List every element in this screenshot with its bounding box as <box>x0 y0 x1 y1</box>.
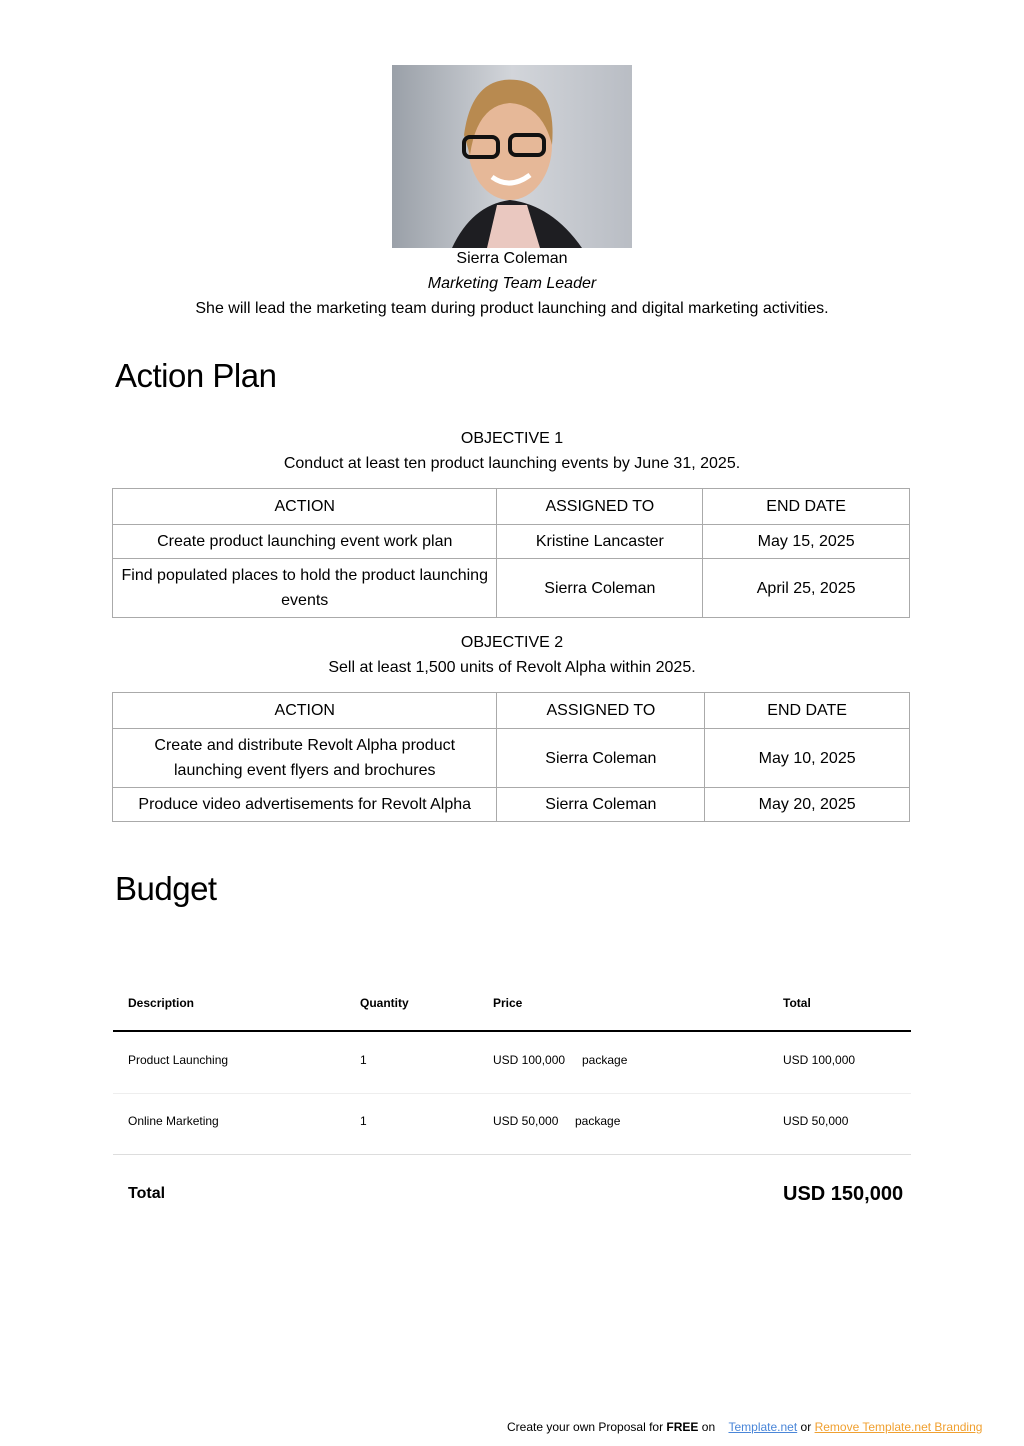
header-divider <box>113 1030 911 1032</box>
table-row <box>113 525 910 559</box>
table-row <box>113 729 910 788</box>
objective-1-text: Conduct at least ten product launching events by June 31, 2025. <box>283 455 741 472</box>
objective-1-title: OBJECTIVE 1 <box>460 430 564 447</box>
assigned-cell: Kristine Lancaster <box>497 525 703 559</box>
template-net-link[interactable]: Template.net <box>728 1420 798 1434</box>
budget-description: Online Marketing <box>128 1114 219 1128</box>
assigned-cell: Sierra Coleman <box>497 559 703 618</box>
budget-total-label: Total <box>128 1185 166 1202</box>
table-header-row <box>113 693 910 729</box>
table-row <box>113 788 910 822</box>
header-end-date: END DATE <box>705 693 910 729</box>
objective-2-text: Sell at least 1,500 units of Revolt Alpha within 2025. <box>328 659 696 676</box>
row-divider <box>113 1093 911 1094</box>
end-date-cell: May 15, 2025 <box>703 525 910 559</box>
end-date-cell: May 20, 2025 <box>705 788 910 822</box>
budget-total: USD 100,000 <box>783 1053 856 1067</box>
budget-price: USD 50,000 <box>493 1114 559 1128</box>
end-date-cell: May 10, 2025 <box>705 729 910 788</box>
profile-name: Sierra Coleman <box>456 250 568 267</box>
budget-total: USD 50,000 <box>783 1114 849 1128</box>
end-date-cell: April 25, 2025 <box>703 559 910 618</box>
budget-description: Product Launching <box>128 1053 229 1067</box>
footer-or: or <box>800 1420 812 1434</box>
profile-photo <box>392 65 632 248</box>
action-cell: Create and distribute Revolt Alpha product launching event flyers and brochures <box>113 729 497 788</box>
budget-unit: package <box>575 1114 621 1128</box>
budget-header-quantity: Quantity <box>360 996 409 1010</box>
assigned-cell: Sierra Coleman <box>497 788 705 822</box>
action-cell: Create product launching event work plan <box>113 525 497 559</box>
header-assigned-to: ASSIGNED TO <box>497 693 705 729</box>
budget-unit: package <box>582 1053 628 1067</box>
header-end-date: END DATE <box>703 489 910 525</box>
budget-heading: Budget <box>115 870 217 907</box>
action-cell: Find populated places to hold the product launching events <box>113 559 497 618</box>
row-divider <box>113 1154 911 1155</box>
budget-header-price: Price <box>493 996 523 1010</box>
budget-price: USD 100,000 <box>493 1053 566 1067</box>
profile-description: She will lead the marketing team during product launching and digital marketing activities. <box>195 300 829 317</box>
budget-header-total: Total <box>783 996 811 1010</box>
header-action: ACTION <box>113 693 497 729</box>
header-action: ACTION <box>113 489 497 525</box>
objective-2-title: OBJECTIVE 2 <box>460 634 564 651</box>
footer-on: on <box>701 1420 716 1434</box>
budget-total-value: USD 150,000 <box>783 1183 904 1205</box>
action-cell: Produce video advertisements for Revolt Alpha <box>113 788 497 822</box>
objective-2-table <box>112 692 910 822</box>
budget-quantity: 1 <box>360 1053 367 1067</box>
assigned-cell: Sierra Coleman <box>497 729 705 788</box>
header-assigned-to: ASSIGNED TO <box>497 489 703 525</box>
footer-free: FREE <box>666 1420 699 1434</box>
budget-header-description: Description <box>128 996 195 1010</box>
footer <box>507 1420 982 1434</box>
budget-quantity: 1 <box>360 1114 367 1128</box>
profile-role: Marketing Team Leader <box>427 275 597 292</box>
table-row <box>113 559 910 618</box>
action-plan-heading: Action Plan <box>115 357 277 394</box>
objective-1-table <box>112 488 910 618</box>
table-header-row <box>113 489 910 525</box>
remove-branding-link[interactable]: Remove Template.net Branding <box>814 1420 983 1434</box>
footer-prefix: Create your own Proposal for <box>507 1420 664 1434</box>
